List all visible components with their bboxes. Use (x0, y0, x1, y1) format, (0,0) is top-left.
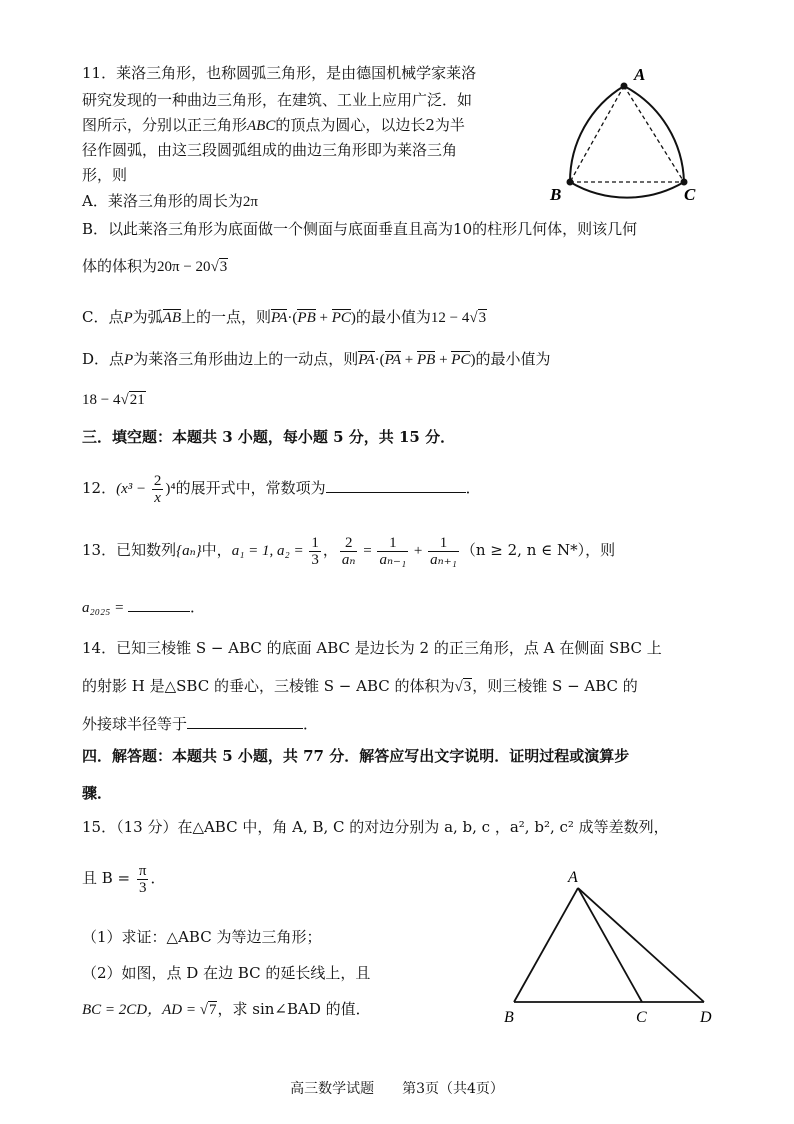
q13-answer-blank (128, 597, 190, 612)
q14-line1: 14．已知三棱锥 S − ABC 的底面 ABC 是边长为 2 的正三角形，点 A 在侧面 SBC 上 (82, 639, 662, 657)
section4-heading-line2: 骤． (82, 784, 113, 802)
q13-ask: a₂₀₂₅ = ． (82, 598, 205, 616)
q15-part2-condition: BC = 2CD，AD = √7，求 sin∠BAD 的值． (82, 1000, 371, 1018)
q11-option-d-value: 18 − 4√21 (82, 392, 145, 408)
q11-line4: 径作圆弧，由这三段圆弧组成的曲边三角形即为莱洛三角 (82, 141, 458, 159)
fig1-label-c: C (684, 185, 696, 204)
q12-answer-blank (326, 478, 466, 493)
q11-line2: 研究发现的一种曲边三角形，在建筑、工业上应用广泛．如 (82, 91, 473, 109)
fig1-label-b: B (550, 185, 562, 204)
q15-part1: （1）求证：△ABC 为等边三角形； (82, 928, 322, 946)
q11-line3: 图所示，分别以正三角形ABC的顶点为圆心，以边长2为半 (82, 116, 465, 134)
q12: 12．(x³ − $\frac{2}{x}$ )⁴的展开式中，常数项为 ． (82, 472, 481, 506)
fig2-label-d: D (700, 1009, 712, 1026)
q14-line2: 的射影 H 是△SBC 的垂心，三棱锥 S − ABC 的体积为√3，则三棱锥 S − ABC 的 (82, 677, 638, 695)
triangle-abd-figure (496, 864, 726, 1028)
q15-line2: 且 B = $\frac{\pi}{3}$ ． (82, 862, 166, 896)
reuleaux-triangle-figure (548, 60, 718, 210)
fig2-label-a: A (568, 869, 578, 886)
q11-option-b-line2: 体的体积为20π − 20√3 (82, 257, 228, 275)
q14-answer-blank (187, 714, 303, 729)
q15-line1: 15．（13 分）在△ABC 中，角 A, B, C 的对边分别为 a, b, c ，a², b², c² 成等差数列， (82, 818, 669, 836)
q13: 13．已知数列{aₙ}中，a₁ = 1, a₂ = $\frac{1}{3}$ ， $\frac{2}{\text{aₙ}}$ = $\frac{1}{\text{aₙ₋₁}}$ + $\frac{1}{\text{aₙ₊₁}}$ （n ≥ 2, n ∈ N*），则 (82, 534, 616, 568)
section4-heading-line1: 四．解答题：本题共 5 小题，共 77 分．解答应写出文字说明．证明过程或演算步 (82, 747, 630, 765)
fig1-label-a: A (634, 65, 646, 84)
q11-option-d: D．点P为莱洛三角形曲边上的一动点，则PA·(PA + PB + PC)的最小值为 (82, 350, 551, 368)
q11-line1: 11．莱洛三角形，也称圆弧三角形，是由德国机械学家莱洛 (82, 64, 477, 82)
q11-option-b-line1: B．以此莱洛三角形为底面做一个侧面与底面垂直且高为10的柱形几何体，则该几何 (82, 220, 638, 238)
q11-option-a: A．莱洛三角形的周长为2π (82, 192, 258, 210)
fig2-label-b: B (504, 1009, 514, 1026)
q15-part2: （2）如图，点 D 在边 BC 的延长线上，且 (82, 964, 371, 982)
fig2-label-c: C (636, 1009, 647, 1026)
q14-line3: 外接球半径等于 ． (82, 715, 319, 733)
page-footer: 高三数学试题 第3页（共4页） (290, 1081, 504, 1097)
q11-line5: 形，则 (82, 166, 128, 184)
section3-heading: 三．填空题：本题共 3 小题，每小题 5 分，共 15 分． (82, 428, 456, 446)
q11-option-c: C．点P为弧AB上的一点，则PA·(PB + PC)的最小值为12 − 4√3 (82, 308, 487, 326)
